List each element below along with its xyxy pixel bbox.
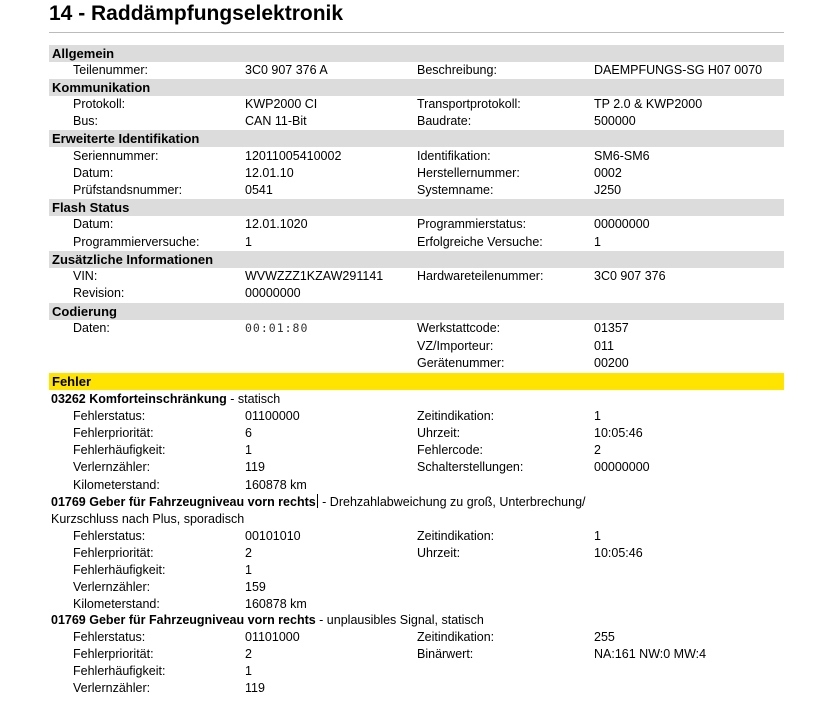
fault-detail-value: 00101010: [245, 529, 301, 543]
identifikation-label: Identifikation:: [417, 149, 491, 163]
werkstattcode-label: Werkstattcode:: [417, 321, 501, 335]
bus-value: CAN 11-Bit: [245, 114, 307, 128]
fault-detail-label: Fehlerstatus:: [73, 529, 146, 543]
fault-detail-value: 160878 km: [245, 478, 307, 492]
info-row: [0, 62, 829, 79]
info-row: [0, 338, 829, 355]
fault-code: 01769: [51, 613, 86, 627]
datum-label: Datum:: [73, 166, 114, 180]
baudrate-label: Baudrate:: [417, 114, 472, 128]
fault-description: - Drehzahlabweichung zu groß, Unterbrechung/: [318, 495, 586, 509]
protokoll-value: KWP2000 CI: [245, 97, 318, 111]
fault-name: Geber für Fahrzeugniveau vorn rechts: [89, 495, 316, 509]
section-header-kommunikation: Kommunikation: [49, 79, 784, 96]
flash-datum-label: Datum:: [73, 217, 114, 231]
fault-detail-value: 255: [594, 630, 615, 644]
herstellernummer-value: 0002: [594, 166, 622, 180]
info-row: [0, 268, 829, 285]
fault-detail-label: Uhrzeit:: [417, 546, 461, 560]
fault-detail-label: Fehlerhäufigkeit:: [73, 563, 166, 577]
systemname-value: J250: [594, 183, 622, 197]
teilenummer-label: Teilenummer:: [73, 63, 149, 77]
daten-label: Daten:: [73, 321, 110, 335]
fault-detail-label: Zeitindikation:: [417, 630, 495, 644]
fault-description: - unplausibles Signal, statisch: [315, 613, 484, 627]
info-row: [0, 285, 829, 302]
fault-detail-row: [0, 545, 829, 562]
hardwareteilenummer-label: Hardwareteilenummer:: [417, 269, 544, 283]
fault-detail-label: Binärwert:: [417, 647, 474, 661]
fault-detail-value: 119: [245, 681, 265, 695]
section-header-zusaetzliche-informationen: Zusätzliche Informationen: [49, 251, 784, 268]
fault-detail-label: Zeitindikation:: [417, 409, 495, 423]
beschreibung-label: Beschreibung:: [417, 63, 497, 77]
fault-detail-row: [0, 459, 829, 476]
protokoll-label: Protokoll:: [73, 97, 126, 111]
title-divider: [49, 32, 784, 33]
hardwareteilenummer-value: 3C0 907 376: [594, 269, 666, 283]
fault-detail-row: [0, 663, 829, 680]
teilenummer-value: 3C0 907 376 A: [245, 63, 328, 77]
fault-detail-label: Fehlerstatus:: [73, 630, 146, 644]
erfolgreiche-versuche-value: 1: [594, 235, 601, 249]
werkstattcode-value: 01357: [594, 321, 629, 335]
geraetenummer-label: Gerätenummer:: [417, 356, 505, 370]
fault-detail-value: 10:05:46: [594, 426, 643, 440]
fault-detail-label: Verlernzähler:: [73, 460, 151, 474]
fault-detail-label: Fehlerpriorität:: [73, 546, 154, 560]
vin-value: WVWZZZ1KZAW291141: [245, 269, 384, 283]
fault-detail-value: 01100000: [245, 409, 300, 423]
programmierstatus-label: Programmierstatus:: [417, 217, 527, 231]
fault-detail-value: 160878 km: [245, 597, 307, 611]
fault-detail-value: 159: [245, 580, 266, 594]
fault-detail-label: Schalterstellungen:: [417, 460, 524, 474]
fault-detail-value: 00000000: [594, 460, 650, 474]
fault-detail-label: Fehlerstatus:: [73, 409, 146, 423]
geraetenummer-value: 00200: [594, 356, 629, 370]
fault-detail-label: Zeitindikation:: [417, 529, 495, 543]
programmierversuche-label: Programmierversuche:: [73, 235, 200, 249]
info-row: [0, 113, 829, 130]
fault-detail-value: 2: [594, 443, 601, 457]
fault-detail-label: Fehlercode:: [417, 443, 484, 457]
fault-detail-row: [0, 528, 829, 545]
page-title: 14 - Raddämpfungselektronik: [49, 2, 344, 25]
fault-detail-row: [0, 680, 829, 697]
info-row: [0, 216, 829, 233]
revision-label: Revision:: [73, 286, 125, 300]
fault-detail-value: NA:161 NW:0 MW:4: [594, 647, 707, 661]
vin-label: VIN:: [73, 269, 98, 283]
seriennummer-label: Seriennummer:: [73, 149, 159, 163]
fault-detail-value: 01101000: [245, 630, 300, 644]
fault-detail-value: 2: [245, 647, 252, 661]
fault-name: Komforteinschränkung: [89, 392, 227, 406]
fault-detail-row: [0, 425, 829, 442]
info-row: [0, 320, 829, 337]
info-row: [0, 148, 829, 165]
fault-detail-value: 119: [245, 460, 265, 474]
section-header-fehler: Fehler: [49, 373, 784, 390]
fault-heading: [51, 612, 484, 629]
info-row: [0, 165, 829, 182]
fault-detail-row: [0, 596, 829, 613]
pruefstandsnummer-value: 0541: [245, 183, 273, 197]
fault-heading: [51, 391, 280, 408]
fault-detail-label: Fehlerhäufigkeit:: [73, 664, 166, 678]
fault-detail-row: [0, 477, 829, 494]
beschreibung-value: DAEMPFUNGS-SG H07 0070: [594, 63, 763, 77]
section-header-flash-status: Flash Status: [49, 199, 784, 216]
herstellernummer-label: Herstellernummer:: [417, 166, 520, 180]
erfolgreiche-versuche-label: Erfolgreiche Versuche:: [417, 235, 543, 249]
info-row: [0, 182, 829, 199]
fault-code: 03262: [51, 392, 86, 406]
transportprotokoll-value: TP 2.0 & KWP2000: [594, 97, 703, 111]
fault-detail-value: 1: [245, 664, 252, 678]
info-row: [0, 96, 829, 113]
fault-detail-row: [0, 442, 829, 459]
flash-datum-value: 12.01.1020: [245, 217, 308, 231]
fault-detail-value: 1: [594, 409, 601, 423]
daten-value: 00:01:80: [245, 321, 309, 335]
fault-detail-value: 1: [245, 563, 252, 577]
fault-detail-row: [0, 562, 829, 579]
fault-detail-label: Fehlerpriorität:: [73, 647, 154, 661]
fault-detail-label: Uhrzeit:: [417, 426, 461, 440]
fault-detail-value: 2: [245, 546, 252, 560]
baudrate-value: 500000: [594, 114, 636, 128]
fault-detail-row: [0, 408, 829, 425]
seriennummer-value: 12011005410002: [245, 149, 342, 163]
section-header-codierung: Codierung: [49, 303, 784, 320]
identifikation-value: SM6-SM6: [594, 149, 650, 163]
fault-detail-value: 6: [245, 426, 252, 440]
fault-detail-value: 1: [594, 529, 601, 543]
bus-label: Bus:: [73, 114, 99, 128]
section-header-allgemein: Allgemein: [49, 45, 784, 62]
info-row: [0, 355, 829, 372]
info-row: [0, 234, 829, 251]
fault-detail-label: Verlernzähler:: [73, 580, 151, 594]
fault-detail-label: Kilometerstand:: [73, 478, 160, 492]
fault-detail-row: [0, 646, 829, 663]
fault-heading: [51, 494, 586, 511]
datum-value: 12.01.10: [245, 166, 294, 180]
fault-detail-label: Fehlerpriorität:: [73, 426, 154, 440]
fault-detail-label: Verlernzähler:: [73, 681, 151, 695]
fault-description-continued: Kurzschluss nach Plus, sporadisch: [51, 512, 245, 526]
programmierstatus-value: 00000000: [594, 217, 650, 231]
fault-detail-label: Fehlerhäufigkeit:: [73, 443, 166, 457]
fault-detail-value: 10:05:46: [594, 546, 643, 560]
systemname-label: Systemname:: [417, 183, 494, 197]
fault-detail-row: [0, 579, 829, 596]
importeur-value: 011: [594, 339, 614, 353]
text-cursor: [317, 494, 318, 508]
fault-description: - statisch: [226, 392, 281, 406]
pruefstandsnummer-label: Prüfstandsnummer:: [73, 183, 183, 197]
fault-detail-value: 1: [245, 443, 252, 457]
fault-detail-label: Kilometerstand:: [73, 597, 160, 611]
transportprotokoll-label: Transportprotokoll:: [417, 97, 521, 111]
fault-code: 01769: [51, 495, 86, 509]
section-header-erweiterte-identifikation: Erweiterte Identifikation: [49, 130, 784, 147]
fault-detail-row: [0, 629, 829, 646]
fault-name: Geber für Fahrzeugniveau vorn rechts: [89, 613, 316, 627]
importeur-label: VZ/Importeur:: [417, 339, 494, 353]
programmierversuche-value: 1: [245, 235, 252, 249]
revision-value: 00000000: [245, 286, 301, 300]
